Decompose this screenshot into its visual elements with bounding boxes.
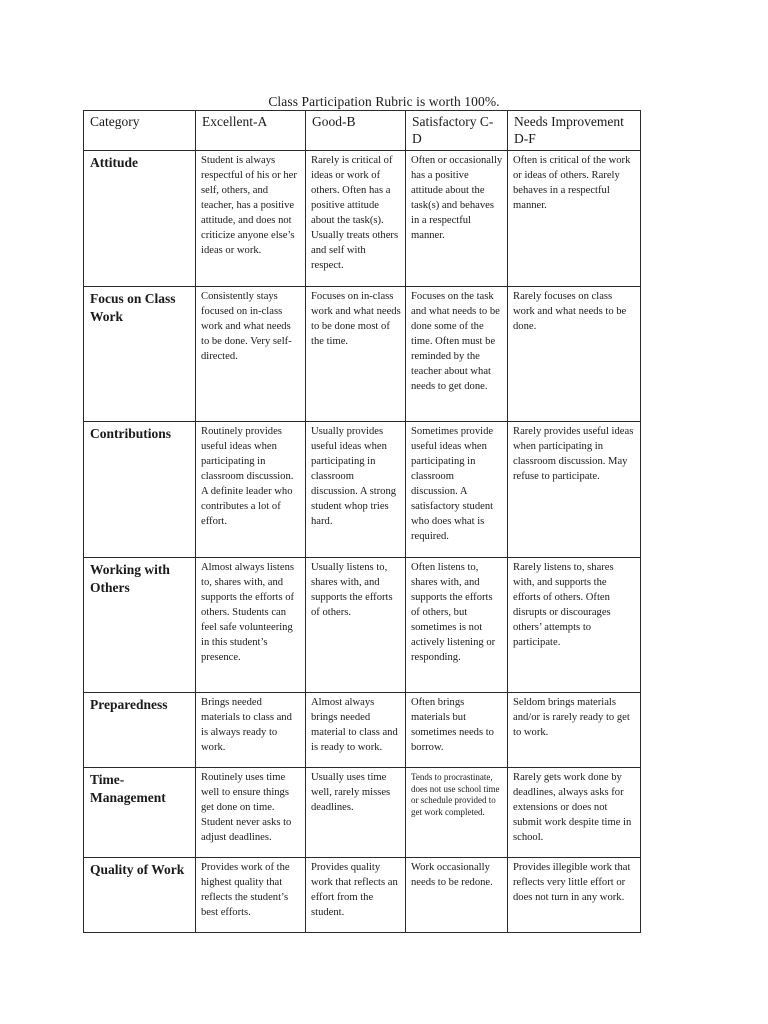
cell-good-b: Provides quality work that reflects an effort from the student. <box>306 858 406 933</box>
table-row <box>84 151 641 287</box>
cell-excellent-a: Routinely provides useful ideas when participating in classroom discussion. A definite leader who contributes a lot of effort. <box>196 422 306 558</box>
cell-excellent-a: Student is always respectful of his or her self, others, and teacher, has a positive attitude, and does not criticize anyone else’s ideas or work. <box>196 151 306 287</box>
header-category: Category <box>84 111 196 151</box>
cell-good-b: Usually provides useful ideas when participating in classroom discussion. A strong student whop tries hard. <box>306 422 406 558</box>
cell-needs-improvement-d-f: Rarely listens to, shares with, and supports the efforts of others. Often disrupts or discourages others’ attempts to participate. <box>508 558 641 693</box>
cell-satisfactory-c-d: Often brings materials but sometimes needs to borrow. <box>406 693 508 768</box>
category-time-management: Time-Management <box>84 768 196 858</box>
header-satisfactory-c-d: Satisfactory C-D <box>406 111 508 151</box>
cell-excellent-a: Consistently stays focused on in-class work and what needs to be done. Very self-directed. <box>196 287 306 422</box>
cell-needs-improvement-d-f: Often is critical of the work or ideas of others. Rarely behaves in a respectful manner. <box>508 151 641 287</box>
cell-needs-improvement-d-f: Seldom brings materials and/or is rarely ready to get to work. <box>508 693 641 768</box>
cell-satisfactory-c-d: Work occasionally needs to be redone. <box>406 858 508 933</box>
cell-good-b: Usually uses time well, rarely misses deadlines. <box>306 768 406 858</box>
category-attitude: Attitude <box>84 151 196 287</box>
cell-excellent-a: Provides work of the highest quality that reflects the student’s best efforts. <box>196 858 306 933</box>
table-row <box>84 422 641 558</box>
cell-satisfactory-c-d: Focuses on the task and what needs to be done some of the time. Often must be reminded by the teacher about what needs to get done. <box>406 287 508 422</box>
cell-good-b: Rarely is critical of ideas or work of others. Often has a positive attitude about the task(s). Usually treats others and self with respect. <box>306 151 406 287</box>
cell-good-b: Focuses on in-class work and what needs to be done most of the time. <box>306 287 406 422</box>
cell-satisfactory-c-d: Often or occasionally has a positive attitude about the task(s) and behaves in a respectful manner. <box>406 151 508 287</box>
cell-satisfactory-c-d: Often listens to, shares with, and supports the efforts of others, but sometimes is not actively listening or responding. <box>406 558 508 693</box>
category-quality-of-work: Quality of Work <box>84 858 196 933</box>
table-row <box>84 558 641 693</box>
cell-needs-improvement-d-f: Rarely focuses on class work and what needs to be done. <box>508 287 641 422</box>
cell-needs-improvement-d-f: Rarely provides useful ideas when participating in classroom discussion. May refuse to participate. <box>508 422 641 558</box>
table-row <box>84 693 641 768</box>
table-row <box>84 287 641 422</box>
header-needs-improvement-d-f: Needs Improvement D-F <box>508 111 641 151</box>
table-row <box>84 858 641 933</box>
header-good-b: Good-B <box>306 111 406 151</box>
cell-good-b: Usually listens to, shares with, and supports the efforts of others. <box>306 558 406 693</box>
cell-satisfactory-c-d: Sometimes provide useful ideas when participating in classroom discussion. A satisfactory student who does what is required. <box>406 422 508 558</box>
cell-needs-improvement-d-f: Rarely gets work done by deadlines, always asks for extensions or does not submit work despite time in school. <box>508 768 641 858</box>
category-working-with-others: Working with Others <box>84 558 196 693</box>
category-focus-on-class-work: Focus on Class Work <box>84 287 196 422</box>
cell-good-b: Almost always brings needed material to class and is ready to work. <box>306 693 406 768</box>
category-contributions: Contributions <box>84 422 196 558</box>
cell-needs-improvement-d-f: Provides illegible work that reflects very little effort or does not turn in any work. <box>508 858 641 933</box>
cell-excellent-a: Brings needed materials to class and is always ready to work. <box>196 693 306 768</box>
header-excellent-a: Excellent-A <box>196 111 306 151</box>
table-row <box>84 768 641 858</box>
cell-excellent-a: Almost always listens to, shares with, and supports the efforts of others. Students can feel safe volunteering in this student’s presence. <box>196 558 306 693</box>
category-preparedness: Preparedness <box>84 693 196 768</box>
cell-excellent-a: Routinely uses time well to ensure things get done on time. Student never asks to adjust deadlines. <box>196 768 306 858</box>
cell-satisfactory-c-d: Tends to procrastinate, does not use school time or schedule provided to get work completed. <box>406 768 508 858</box>
header-row <box>84 111 641 151</box>
rubric-title: Class Participation Rubric is worth 100%. <box>268 94 500 109</box>
rubric-table <box>83 110 641 933</box>
